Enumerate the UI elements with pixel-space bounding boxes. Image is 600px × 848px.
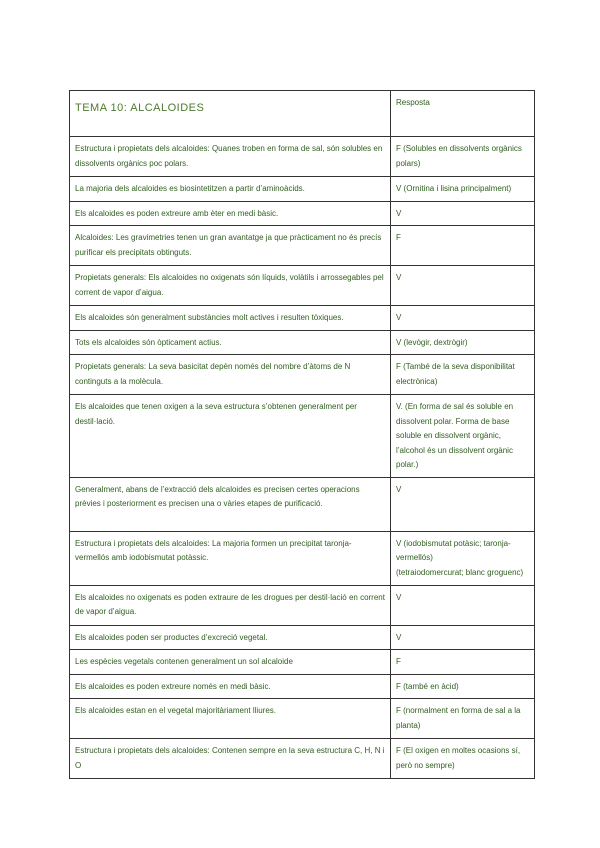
question-text: Els alcaloides no oxigenats es poden extraure de les drogues per destil·lació en corrent de vapor d’aigua. xyxy=(75,592,388,616)
question-text: Propietats generals: Els alcaloides no oxigenats són líquids, volàtils i arrossegables pel corrent de vapor d’aigua. xyxy=(75,273,386,297)
question-cell xyxy=(70,355,391,395)
table-row xyxy=(70,531,535,585)
answer-cell xyxy=(391,699,535,739)
answer-text: V (Ornitina i lisina principalment) xyxy=(396,184,512,193)
table-row xyxy=(70,330,535,355)
answer-cell xyxy=(391,477,535,531)
question-text: Generalment, abans de l’extracció dels alcaloides es precisen certes operacions prèvies i posteriorment es precisen una o vàries etapes de purificació. xyxy=(75,484,362,508)
question-cell xyxy=(70,226,391,266)
answer-cell xyxy=(391,625,535,650)
question-text: Tots els alcaloides són òpticament actius. xyxy=(75,337,222,347)
answer-text: F (El oxigen en moltes ocasions sí, però no sempre) xyxy=(396,746,523,770)
answer-cell xyxy=(391,177,535,202)
answer-text: F (també en àcid) xyxy=(396,681,459,691)
answer-cell xyxy=(391,585,535,625)
question-cell xyxy=(70,177,391,202)
answer-cell xyxy=(391,395,535,478)
question-text: Els alcaloides poden ser productes d’excreció vegetal. xyxy=(75,632,268,642)
answer-text: V xyxy=(396,313,402,322)
table-row xyxy=(70,674,535,699)
question-text: Els alcaloides que tenen oxigen a la seva estructura s’obtenen generalment per destil·lació. xyxy=(75,402,360,426)
question-cell xyxy=(70,699,391,739)
question-cell xyxy=(70,674,391,699)
answer-text: F (Solubles en dissolvents orgànics polars) xyxy=(396,144,525,168)
question-text: Els alcaloides són generalment substàncies molt actives i resulten tòxiques. xyxy=(75,313,344,322)
answer-cell xyxy=(391,306,535,331)
question-text: Els alcaloides es poden extreure només en medi bàsic. xyxy=(75,681,271,691)
question-cell xyxy=(70,330,391,355)
answer-cell xyxy=(391,266,535,306)
quiz-table xyxy=(69,90,535,779)
question-text: Estructura i propietats dels alcaloides: Quanes troben en forma de sal, són solubles en dissolvents orgànics poc polars. xyxy=(75,144,385,168)
question-text: Estructura i propietats dels alcaloides: Contenen sempre en la seva estructura C, H, N i O xyxy=(75,746,387,770)
answer-text: F (normalment en forma de sal a la planta) xyxy=(396,706,523,730)
answer-text: V xyxy=(396,592,402,602)
question-cell xyxy=(70,625,391,650)
answer-text: V xyxy=(396,208,402,218)
answer-cell xyxy=(391,531,535,585)
question-cell xyxy=(70,477,391,531)
question-text: Estructura i propietats dels alcaloides: La majoria formen un precipitat taronja-vermellós amb iodobismutat potàssic. xyxy=(75,538,352,562)
answer-text: V xyxy=(396,484,402,494)
table-row xyxy=(70,137,535,177)
answer-text: V xyxy=(396,632,402,642)
question-text: La majoria dels alcaloides es biosintetitzen a partir d’aminoàcids. xyxy=(75,184,305,193)
table-row xyxy=(70,226,535,266)
table-title: TEMA 10: ALCALOIDES xyxy=(70,91,391,137)
question-cell xyxy=(70,137,391,177)
answer-text: V (levògir, dextrògir) xyxy=(396,337,468,347)
answer-text: F xyxy=(396,657,401,666)
table-row xyxy=(70,477,535,531)
answer-cell xyxy=(391,739,535,779)
answer-cell xyxy=(391,226,535,266)
table-row xyxy=(70,650,535,675)
table-row xyxy=(70,201,535,226)
question-cell xyxy=(70,395,391,478)
answer-text: V. (En forma de sal és soluble en dissolvent polar. Forma de base soluble en dissolvent orgànic, l’alcohol és un dissolvent orgànic polar.) xyxy=(396,402,516,469)
answer-cell xyxy=(391,330,535,355)
question-text: Les espècies vegetals contenen generalment un sol alcaloide xyxy=(75,657,293,666)
table-row xyxy=(70,177,535,202)
table-row xyxy=(70,395,535,478)
answer-text: V xyxy=(396,273,402,282)
question-cell xyxy=(70,739,391,779)
answer-header: Resposta xyxy=(391,91,535,137)
answer-cell xyxy=(391,650,535,675)
question-text: Els alcaloides estan en el vegetal majoritàriament lliures. xyxy=(75,706,276,715)
question-text: Propietats generals: La seva basicitat depèn només del nombre d’àtoms de N continguts a la molècula. xyxy=(75,362,353,386)
answer-text: V (iodobismutat potàsic; taronja-vermellós) (tetraiodomercurat; blanc groguenc) xyxy=(396,538,524,577)
table-row xyxy=(70,266,535,306)
table-row xyxy=(70,739,535,779)
answer-text: F (També de la seva disponibilitat electrònica) xyxy=(396,362,517,386)
table-row xyxy=(70,699,535,739)
question-cell xyxy=(70,266,391,306)
question-cell xyxy=(70,306,391,331)
question-cell xyxy=(70,650,391,675)
answer-cell xyxy=(391,137,535,177)
answer-cell xyxy=(391,355,535,395)
answer-cell xyxy=(391,201,535,226)
table-row xyxy=(70,306,535,331)
header-row xyxy=(70,91,535,137)
question-cell xyxy=(70,201,391,226)
question-cell xyxy=(70,585,391,625)
question-cell xyxy=(70,531,391,585)
question-text: Els alcaloides es poden extreure amb èter en medi bàsic. xyxy=(75,208,279,218)
table-row xyxy=(70,585,535,625)
table-row xyxy=(70,625,535,650)
answer-text: F xyxy=(396,233,401,242)
question-text: Alcaloides: Les gravimetries tenen un gran avantatge ja que pràcticament no és precís purificar els precipitats obtinguts. xyxy=(75,233,384,257)
table-row xyxy=(70,355,535,395)
answer-cell xyxy=(391,674,535,699)
